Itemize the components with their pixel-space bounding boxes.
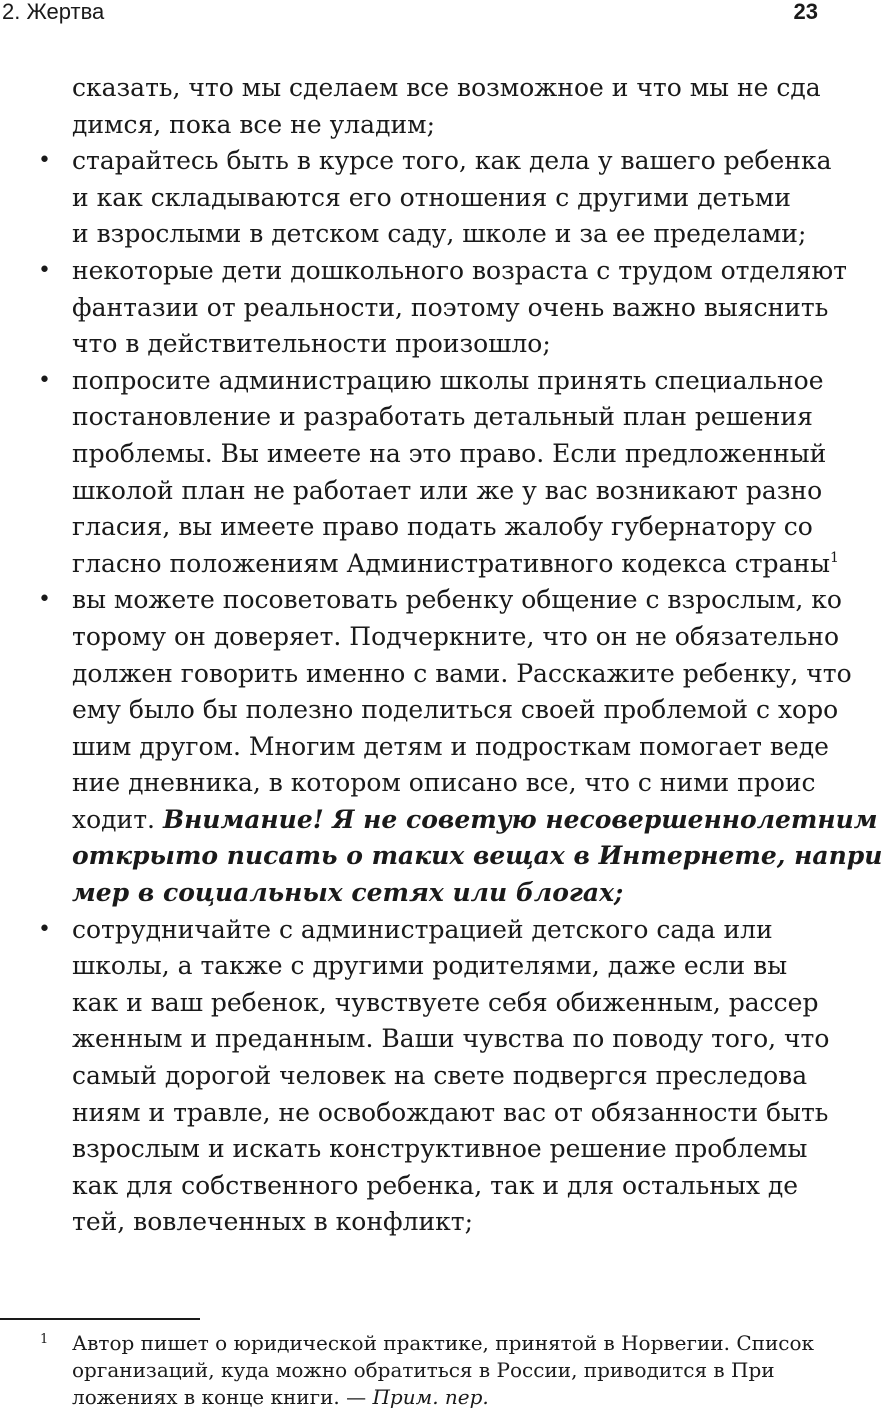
line-text-segment: некоторые дети дошкольного возраста с трудом отделяют bbox=[72, 255, 847, 285]
bullet-icon: • bbox=[38, 916, 51, 942]
line-text bbox=[72, 253, 847, 290]
line-text bbox=[72, 473, 822, 510]
line-text-segment: проблемы. Вы имеете на это право. Если предложенный bbox=[72, 438, 827, 468]
line-text bbox=[72, 180, 791, 217]
line-text-segment: как для собственного ребенка, так и для остальных де bbox=[72, 1170, 799, 1200]
line-text-segment: школой план не работает или же у вас возникают разно bbox=[72, 475, 823, 505]
footnote-text bbox=[72, 1357, 775, 1384]
footnote-line bbox=[0, 1330, 815, 1357]
translator-note: Прим. пер. bbox=[372, 1385, 489, 1409]
text-line bbox=[0, 1204, 804, 1241]
footnote-marker: 1 bbox=[40, 1332, 49, 1347]
body-text bbox=[0, 70, 882, 1241]
line-text-segment: старайтесь быть в курсе того, как дела у вашего ребенка bbox=[72, 146, 832, 176]
line-text bbox=[72, 985, 818, 1022]
text-line bbox=[0, 1095, 829, 1132]
line-text bbox=[72, 656, 852, 693]
line-text bbox=[72, 802, 878, 839]
line-text-segment: сказать, что мы сделаем все возможное и что мы не сда bbox=[72, 73, 821, 102]
text-line bbox=[0, 290, 829, 327]
line-text bbox=[72, 582, 842, 619]
text-line bbox=[0, 253, 847, 290]
line-text bbox=[72, 729, 829, 766]
line-text-segment: что в действительности произошло; bbox=[72, 329, 551, 359]
footnote-line bbox=[0, 1357, 804, 1384]
text-line bbox=[0, 70, 821, 107]
text-line bbox=[0, 363, 824, 400]
line-text-segment: шим другом. Многим детям и подросткам помогает веде bbox=[72, 731, 829, 761]
text-line bbox=[0, 1131, 808, 1168]
text-line bbox=[0, 948, 804, 985]
line-text-segment: и взрослыми в детском саду, школе и за ее пределами; bbox=[72, 219, 807, 249]
line-text-segment: школы, а также с другими родителями, даже если вы bbox=[72, 951, 788, 981]
line-text-segment: ниям и травле, не освобождают вас от обязанности быть bbox=[72, 1097, 829, 1127]
line-text-segment: димся, пока все не уладим; bbox=[72, 109, 436, 139]
line-text bbox=[72, 1204, 473, 1241]
line-text bbox=[72, 546, 839, 583]
line-text bbox=[72, 1021, 829, 1058]
text-line bbox=[0, 107, 804, 144]
line-text bbox=[72, 509, 813, 546]
footnote-text-segment: ложениях в конце книги. — bbox=[72, 1385, 373, 1409]
line-text bbox=[72, 143, 832, 180]
bullet-icon: • bbox=[38, 367, 51, 393]
text-line bbox=[0, 729, 829, 766]
text-line bbox=[0, 436, 827, 473]
line-text-segment: мер в социальных сетях или блогах; bbox=[72, 878, 624, 908]
footnote bbox=[0, 1330, 815, 1411]
text-line bbox=[0, 509, 813, 546]
line-text-segment: гласия, вы имеете право подать жалобу губернатору со bbox=[72, 512, 813, 542]
line-text-segment: женным и преданным. Ваши чувства по поводу того, что bbox=[72, 1024, 830, 1054]
text-line bbox=[0, 619, 840, 656]
line-text-segment: тей, вовлеченных в конфликт; bbox=[72, 1207, 474, 1237]
line-text-segment: гласно положениям Административного кодекса страны bbox=[72, 548, 830, 578]
line-text bbox=[72, 1168, 798, 1205]
footnote-line bbox=[0, 1384, 804, 1411]
text-line bbox=[0, 985, 819, 1022]
line-text-segment: вы можете посоветовать ребенку общение с взрослым, ко bbox=[72, 585, 842, 615]
text-line bbox=[0, 802, 878, 839]
line-text-segment: попросите администрацию школы принять специальное bbox=[72, 365, 824, 395]
bullet-icon: • bbox=[38, 257, 51, 283]
text-line bbox=[0, 1021, 830, 1058]
text-line bbox=[0, 765, 816, 802]
text-line bbox=[0, 216, 807, 253]
text-line bbox=[0, 656, 852, 693]
text-line bbox=[0, 326, 804, 363]
text-line bbox=[0, 180, 804, 217]
line-text-segment: постановление и разработать детальный план решения bbox=[72, 402, 813, 432]
line-text bbox=[72, 436, 826, 473]
line-text bbox=[72, 107, 435, 144]
line-text-segment: ему было бы полезно поделиться своей проблемой с хоро bbox=[72, 695, 839, 725]
line-text bbox=[72, 399, 813, 436]
line-text-segment: самый дорогой человек на свете подвергся преследова bbox=[72, 1061, 808, 1091]
text-line bbox=[0, 692, 839, 729]
line-text-segment: как и ваш ребенок, чувствуете себя обиженным, рассер bbox=[72, 987, 819, 1017]
line-text-segment: ходит. bbox=[72, 804, 163, 834]
line-text-segment: сотрудничайте с администрацией детского сада или bbox=[72, 914, 773, 944]
emphasis-text: Внимание! Я не советую несовершеннолетним bbox=[162, 804, 878, 834]
line-text bbox=[72, 619, 839, 656]
line-text bbox=[72, 363, 824, 400]
line-text bbox=[72, 875, 623, 912]
line-text bbox=[72, 70, 821, 107]
line-text-segment: торому он доверяет. Подчеркните, что он не обязательно bbox=[72, 621, 840, 651]
footnote-text bbox=[72, 1384, 489, 1411]
line-text-segment: должен говорить именно с вами. Расскажите ребенку, что bbox=[72, 658, 852, 688]
line-text bbox=[72, 216, 806, 253]
line-text bbox=[72, 1131, 807, 1168]
text-line bbox=[0, 1058, 808, 1095]
line-text bbox=[72, 838, 882, 875]
line-text-segment: и как складываются его отношения с другими детьми bbox=[72, 182, 791, 212]
line-text bbox=[72, 326, 551, 363]
text-line bbox=[0, 473, 823, 510]
text-line bbox=[0, 1168, 804, 1205]
line-text-segment: открыто писать о таких вещах в Интернете, напри bbox=[72, 841, 882, 871]
bullet-icon: • bbox=[38, 587, 51, 613]
page-number: 23 bbox=[793, 0, 818, 24]
line-text bbox=[72, 1058, 807, 1095]
line-text bbox=[72, 948, 787, 985]
line-text bbox=[72, 290, 828, 327]
line-text bbox=[72, 765, 816, 802]
line-text-segment: фантазии от реальности, поэтому очень важно выяснить bbox=[72, 292, 829, 322]
text-line bbox=[0, 582, 842, 619]
running-header bbox=[0, 0, 818, 28]
chapter-title: 2. Жертва bbox=[2, 0, 105, 24]
text-line bbox=[0, 912, 804, 949]
bullet-icon: • bbox=[38, 148, 51, 174]
line-text bbox=[72, 912, 773, 949]
text-line bbox=[0, 838, 882, 875]
footnote-text-segment: Автор пишет о юридической практике, принятой в Норвегии. Список bbox=[72, 1331, 815, 1355]
footnote-reference: 1 bbox=[830, 549, 839, 566]
footnote-divider bbox=[0, 1318, 200, 1320]
text-line bbox=[0, 399, 813, 436]
text-line bbox=[0, 143, 832, 180]
line-text bbox=[72, 1095, 828, 1132]
footnote-text bbox=[72, 1330, 814, 1357]
line-text bbox=[72, 692, 838, 729]
text-line bbox=[0, 546, 839, 583]
footnote-text-segment: организаций, куда можно обратиться в России, приводится в При bbox=[72, 1358, 775, 1382]
text-line bbox=[0, 875, 804, 912]
line-text-segment: ние дневника, в котором описано все, что с ними проис bbox=[72, 768, 816, 798]
line-text-segment: взрослым и искать конструктивное решение проблемы bbox=[72, 1134, 808, 1164]
